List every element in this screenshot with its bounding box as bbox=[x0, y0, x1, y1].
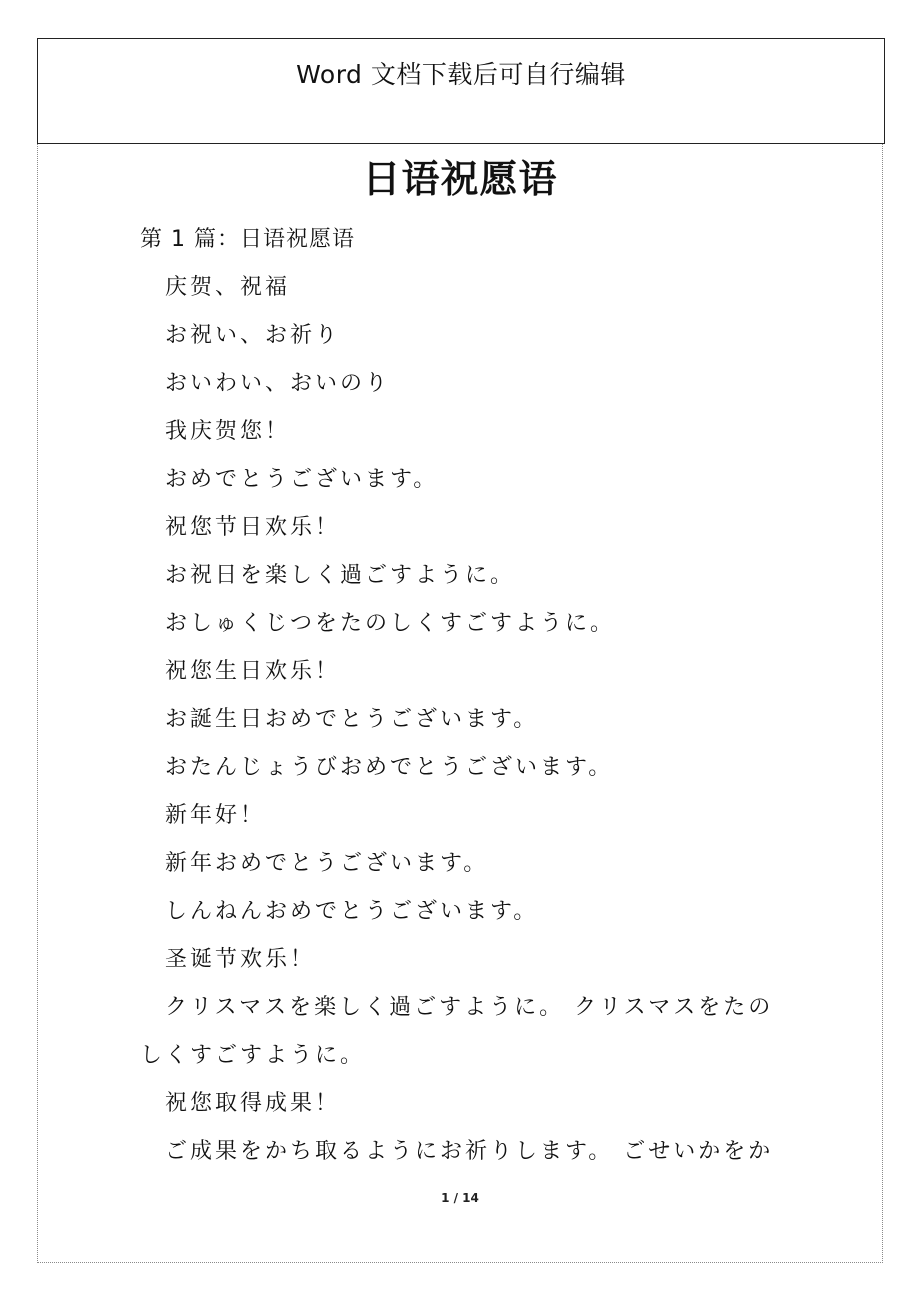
text-line: 祝您取得成果！ bbox=[165, 1091, 341, 1116]
text-line: お誕生日おめでとうございます。 bbox=[165, 707, 539, 732]
header-box bbox=[37, 38, 885, 144]
text-line: お祝日を楽しく過ごすように。 bbox=[165, 563, 516, 588]
text-line: おしゅくじつをたのしくすごすように。 bbox=[165, 611, 616, 636]
page-number: 1 / 14 bbox=[441, 1191, 479, 1205]
text-line: クリスマスを楽しく過ごすように。 クリスマスをたの bbox=[165, 995, 774, 1020]
text-line: お祝い、お祈り bbox=[165, 323, 341, 348]
text-line: ご成果をかち取るようにお祈りします。 ごせいかをか bbox=[165, 1139, 774, 1164]
text-line: おたんじょうびおめでとうございます。 bbox=[165, 755, 614, 780]
text-line: 祝您生日欢乐！ bbox=[165, 659, 341, 684]
document-body bbox=[140, 221, 790, 1181]
text-line: おいわい、おいのり bbox=[165, 371, 391, 396]
section-heading: 第 1 篇：日语祝愿语 bbox=[140, 227, 355, 252]
text-line: 新年おめでとうございます。 bbox=[165, 851, 489, 876]
text-line: 祝您节日欢乐！ bbox=[165, 515, 341, 540]
text-line: 庆贺、祝福 bbox=[165, 275, 291, 300]
text-line-continuation: しくすごすように。 bbox=[140, 1043, 366, 1068]
text-line: 我庆贺您！ bbox=[165, 419, 291, 444]
header-text: Word 文档下载后可自行编辑 bbox=[296, 60, 626, 89]
text-line: おめでとうございます。 bbox=[165, 467, 439, 492]
document-title: 日语祝愿语 bbox=[362, 156, 558, 201]
text-line: 圣诞节欢乐！ bbox=[165, 947, 316, 972]
text-line: しんねんおめでとうございます。 bbox=[165, 899, 539, 924]
text-line: 新年好！ bbox=[165, 803, 266, 828]
